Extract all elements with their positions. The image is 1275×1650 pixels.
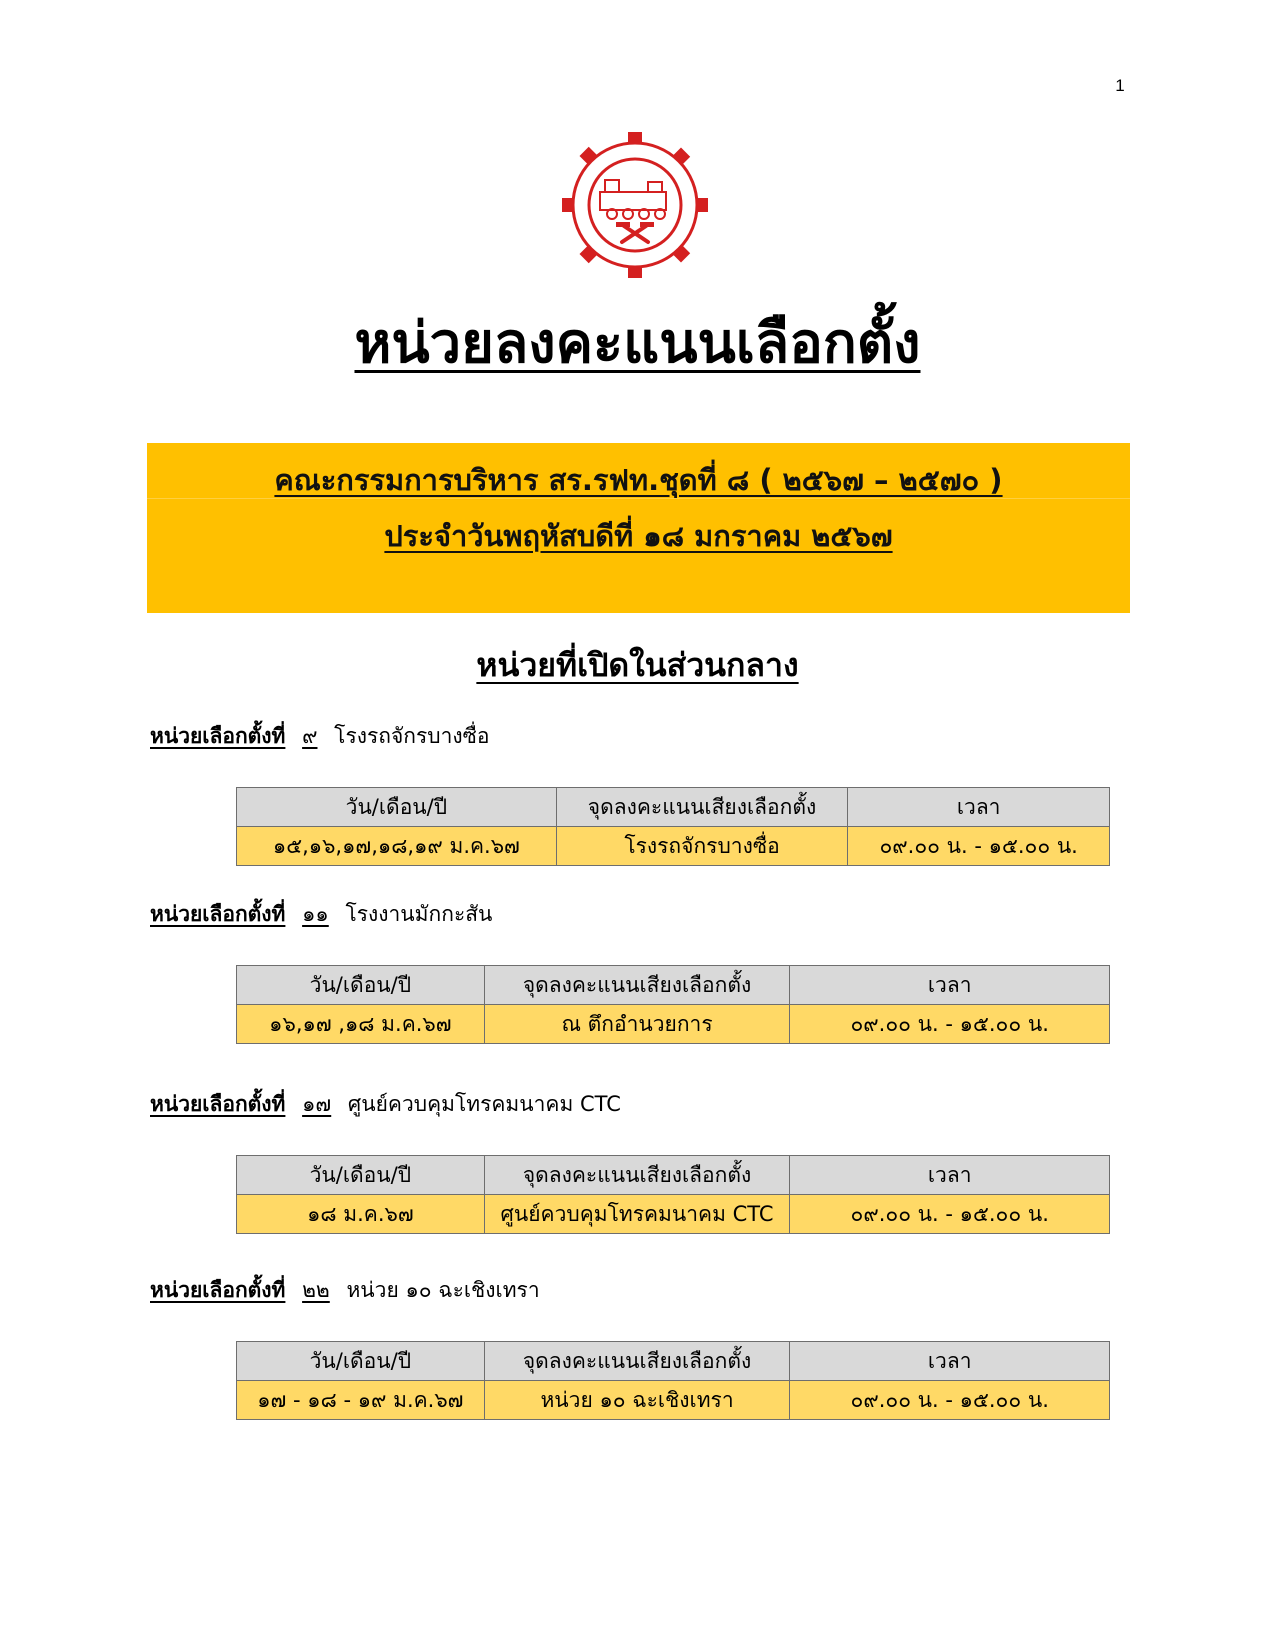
cell-location: หน่วย ๑๐ ฉะเชิงเทรา bbox=[484, 1381, 790, 1420]
header-location: จุดลงคะแนนเสียงเลือกตั้ง bbox=[484, 1342, 790, 1381]
header-time: เวลา bbox=[790, 1342, 1110, 1381]
unit-heading bbox=[150, 1274, 540, 1307]
unit-heading bbox=[150, 1088, 621, 1121]
schedule-table bbox=[236, 965, 1110, 1044]
cell-date: ๑๘ ม.ค.๖๗ bbox=[237, 1195, 485, 1234]
unit-number: ๑๑ bbox=[302, 902, 329, 926]
table-header-row bbox=[237, 788, 1110, 827]
cell-time: ๐๙.๐๐ น. - ๑๕.๐๐ น. bbox=[790, 1005, 1110, 1044]
header-time: เวลา bbox=[790, 966, 1110, 1005]
committee-banner bbox=[147, 443, 1130, 613]
unit-label: หน่วยเลือกตั้งที่ bbox=[150, 1092, 286, 1116]
cell-location: โรงรถจักรบางซื่อ bbox=[556, 827, 848, 866]
header-date: วัน/เดือน/ปี bbox=[237, 788, 557, 827]
banner-divider bbox=[147, 498, 1130, 499]
unit-label: หน่วยเลือกตั้งที่ bbox=[150, 1278, 286, 1302]
schedule-table bbox=[236, 787, 1110, 866]
table-header-row bbox=[237, 1156, 1110, 1195]
table-row bbox=[237, 827, 1110, 866]
cell-date: ๑๗ - ๑๘ - ๑๙ ม.ค.๖๗ bbox=[237, 1381, 485, 1420]
union-gear-train-seal-logo-icon bbox=[560, 130, 710, 280]
table-header-row bbox=[237, 966, 1110, 1005]
unit-label: หน่วยเลือกตั้งที่ bbox=[150, 902, 286, 926]
unit-name: หน่วย ๑๐ ฉะเชิงเทรา bbox=[346, 1278, 540, 1302]
cell-location: ณ ตึกอำนวยการ bbox=[484, 1005, 790, 1044]
schedule-table bbox=[236, 1155, 1110, 1234]
table-row bbox=[237, 1005, 1110, 1044]
header-time: เวลา bbox=[790, 1156, 1110, 1195]
cell-time: ๐๙.๐๐ น. - ๑๕.๐๐ น. bbox=[790, 1381, 1110, 1420]
banner-date-line: ประจำวันพฤหัสบดีที่ ๑๘ มกราคม ๒๕๖๗ bbox=[384, 519, 893, 553]
table-row bbox=[237, 1381, 1110, 1420]
header-date: วัน/เดือน/ปี bbox=[237, 966, 485, 1005]
unit-name: โรงงานมักกะสัน bbox=[345, 902, 493, 926]
unit-heading bbox=[150, 720, 490, 753]
section-title: หน่วยที่เปิดในส่วนกลาง bbox=[476, 646, 799, 684]
unit-heading bbox=[150, 898, 492, 931]
unit-name: โรงรถจักรบางซื่อ bbox=[334, 724, 490, 748]
header-date: วัน/เดือน/ปี bbox=[237, 1342, 485, 1381]
unit-name: ศูนย์ควบคุมโทรคมนาคม CTC bbox=[347, 1092, 621, 1116]
unit-number: ๙ bbox=[302, 724, 318, 748]
unit-number: ๒๒ bbox=[302, 1278, 330, 1302]
cell-date: ๑๕,๑๖,๑๗,๑๘,๑๙ ม.ค.๖๗ bbox=[237, 827, 557, 866]
unit-label: หน่วยเลือกตั้งที่ bbox=[150, 724, 286, 748]
cell-time: ๐๙.๐๐ น. - ๑๕.๐๐ น. bbox=[790, 1195, 1110, 1234]
header-location: จุดลงคะแนนเสียงเลือกตั้ง bbox=[484, 1156, 790, 1195]
main-title: หน่วยลงคะแนนเลือกตั้ง bbox=[354, 311, 921, 376]
header-time: เวลา bbox=[848, 788, 1110, 827]
header-date: วัน/เดือน/ปี bbox=[237, 1156, 485, 1195]
header-location: จุดลงคะแนนเสียงเลือกตั้ง bbox=[484, 966, 790, 1005]
cell-time: ๐๙.๐๐ น. - ๑๕.๐๐ น. bbox=[848, 827, 1110, 866]
unit-number: ๑๗ bbox=[302, 1092, 332, 1116]
page-number: 1 bbox=[1115, 76, 1125, 95]
table-row bbox=[237, 1195, 1110, 1234]
cell-date: ๑๖,๑๗ ,๑๘ ม.ค.๖๗ bbox=[237, 1005, 485, 1044]
table-header-row bbox=[237, 1342, 1110, 1381]
banner-committee-line: คณะกรรมการบริหาร สร.รฟท.ชุดที่ ๘ ( ๒๕๖๗ – ๒๕๗๐ ) bbox=[274, 463, 1003, 497]
cell-location: ศูนย์ควบคุมโทรคมนาคม CTC bbox=[484, 1195, 790, 1234]
schedule-table bbox=[236, 1341, 1110, 1420]
header-location: จุดลงคะแนนเสียงเลือกตั้ง bbox=[556, 788, 848, 827]
